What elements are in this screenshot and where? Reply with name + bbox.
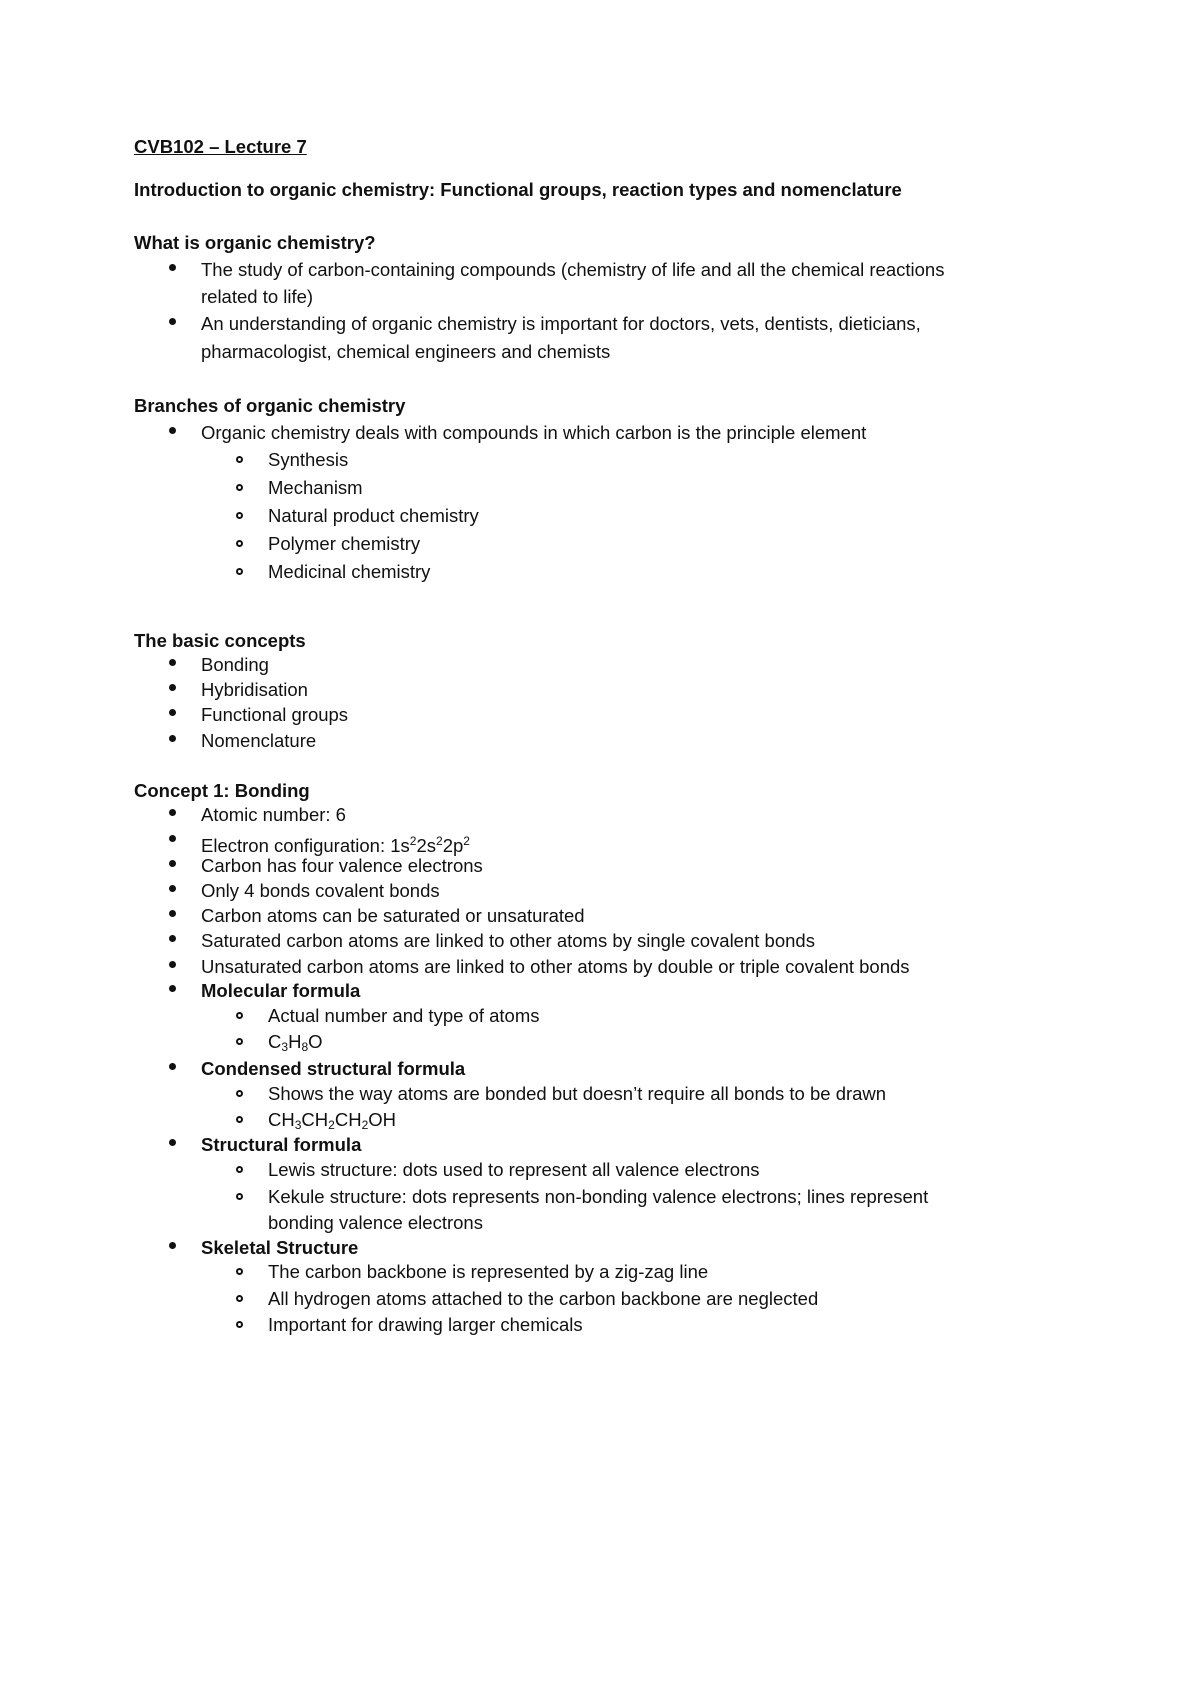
bullet-icon — [169, 961, 176, 968]
sub-bullet-icon — [236, 1116, 243, 1123]
sub-bullet-icon — [236, 512, 243, 519]
formula-subscript: 3 — [294, 1118, 302, 1132]
formula-part: OH — [368, 1109, 397, 1130]
sub-bullet-icon — [236, 1038, 243, 1045]
formula-subscript: 3 — [281, 1040, 289, 1054]
sub-bullet-icon — [236, 568, 243, 575]
sub-list-item: Medicinal chemistry — [268, 561, 431, 582]
bullet-icon — [169, 264, 176, 271]
sub-bullet-icon — [236, 1295, 243, 1302]
sub-list-item: Actual number and type of atoms — [268, 1005, 540, 1026]
econf-part: 2p — [442, 835, 464, 856]
list-item: The study of carbon-containing compounds (chemistry of life and all the chemical reactions — [201, 259, 945, 280]
bullet-icon — [169, 835, 176, 842]
formula-part: CH — [334, 1109, 362, 1130]
list-item: Organic chemistry deals with compounds in which carbon is the principle element — [201, 422, 867, 443]
list-item-condensed-formula: Condensed structural formula — [201, 1058, 466, 1079]
list-item: Carbon atoms can be saturated or unsaturated — [201, 905, 585, 926]
lecture-subtitle: Introduction to organic chemistry: Functional groups, reaction types and nomenclature — [134, 179, 902, 200]
condensed-formula-example — [268, 1109, 396, 1136]
bullet-icon — [169, 318, 176, 325]
sub-bullet-icon — [236, 1268, 243, 1275]
formula-part: CH — [301, 1109, 329, 1130]
sub-list-item: Lewis structure: dots used to represent all valence electrons — [268, 1159, 760, 1180]
sub-list-item: Shows the way atoms are bonded but doesn’t require all bonds to be drawn — [268, 1083, 887, 1104]
section-heading-branches: Branches of organic chemistry — [134, 395, 406, 416]
formula-subscript: 8 — [301, 1040, 309, 1054]
sub-bullet-icon — [236, 1166, 243, 1173]
econf-part: 2s — [416, 835, 436, 856]
bullet-icon — [169, 1242, 176, 1249]
list-item: Functional groups — [201, 704, 349, 725]
list-item: Only 4 bonds covalent bonds — [201, 880, 440, 901]
bullet-icon — [169, 659, 176, 666]
list-item: Atomic number: 6 — [201, 804, 346, 825]
bullet-icon — [169, 885, 176, 892]
sub-list-item: Mechanism — [268, 477, 363, 498]
bullet-icon — [169, 1063, 176, 1070]
list-item-skeletal-structure: Skeletal Structure — [201, 1237, 359, 1258]
econf-label: Electron configuration: 1s — [201, 835, 410, 856]
bullet-icon — [169, 985, 176, 992]
sub-list-item: Kekule structure: dots represents non-bonding valence electrons; lines represent — [268, 1186, 929, 1207]
bullet-icon — [169, 935, 176, 942]
bullet-icon — [169, 1139, 176, 1146]
molecular-formula-example — [268, 1031, 323, 1058]
bullet-icon — [169, 910, 176, 917]
sub-list-item: Important for drawing larger chemicals — [268, 1314, 583, 1335]
list-item-structural-formula: Structural formula — [201, 1134, 362, 1155]
formula-part: C — [268, 1031, 282, 1052]
section-heading-basic-concepts: The basic concepts — [134, 630, 306, 651]
bullet-icon — [169, 809, 176, 816]
bullet-icon — [169, 860, 176, 867]
econf-superscript: 2 — [436, 834, 443, 848]
formula-part: O — [308, 1031, 323, 1052]
list-item-molecular-formula: Molecular formula — [201, 980, 361, 1001]
bullet-icon — [169, 709, 176, 716]
sub-bullet-icon — [236, 540, 243, 547]
sub-list-item: All hydrogen atoms attached to the carbon backbone are neglected — [268, 1288, 819, 1309]
list-item: Nomenclature — [201, 730, 317, 751]
section-heading-bonding: Concept 1: Bonding — [134, 780, 310, 801]
formula-subscript: 2 — [361, 1118, 369, 1132]
sub-list-item-continued: bonding valence electrons — [268, 1212, 483, 1233]
list-item-continued: pharmacologist, chemical engineers and chemists — [201, 341, 611, 362]
sub-bullet-icon — [236, 1193, 243, 1200]
section-heading-what-is: What is organic chemistry? — [134, 232, 376, 253]
bullet-icon — [169, 427, 176, 434]
sub-bullet-icon — [236, 484, 243, 491]
list-item: Saturated carbon atoms are linked to other atoms by single covalent bonds — [201, 930, 815, 951]
lecture-title: CVB102 – Lecture 7 — [134, 136, 307, 157]
list-item: Bonding — [201, 654, 269, 675]
list-item: Hybridisation — [201, 679, 308, 700]
formula-subscript: 2 — [328, 1118, 335, 1132]
econf-superscript: 2 — [409, 834, 417, 848]
sub-bullet-icon — [236, 1012, 243, 1019]
sub-list-item: The carbon backbone is represented by a zig-zag line — [268, 1261, 709, 1282]
econf-superscript: 2 — [463, 834, 470, 848]
sub-bullet-icon — [236, 1321, 243, 1328]
sub-bullet-icon — [236, 1090, 243, 1097]
list-item: An understanding of organic chemistry is important for doctors, vets, dentists, dieticians, — [201, 313, 921, 334]
sub-list-item: Natural product chemistry — [268, 505, 479, 526]
list-item: Carbon has four valence electrons — [201, 855, 483, 876]
formula-part: H — [288, 1031, 302, 1052]
bullet-icon — [169, 735, 176, 742]
electron-configuration — [201, 830, 470, 857]
sub-list-item: Synthesis — [268, 449, 349, 470]
formula-part: CH — [268, 1109, 295, 1130]
list-item-continued: related to life) — [201, 286, 314, 307]
sub-bullet-icon — [236, 456, 243, 463]
bullet-icon — [169, 684, 176, 691]
sub-list-item: Polymer chemistry — [268, 533, 421, 554]
list-item: Unsaturated carbon atoms are linked to other atoms by double or triple covalent bonds — [201, 956, 910, 977]
